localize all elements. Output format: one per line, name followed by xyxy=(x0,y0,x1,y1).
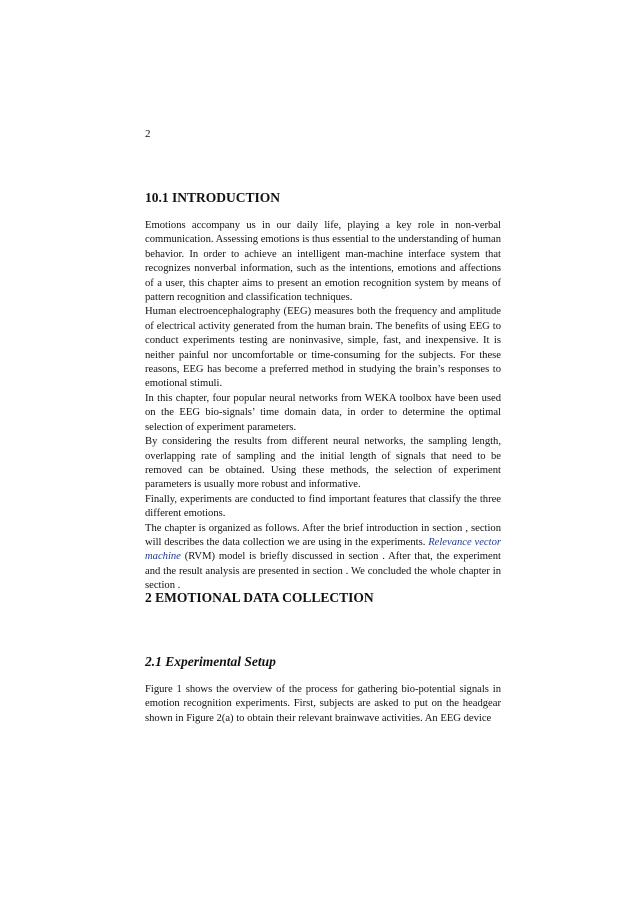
paragraph xyxy=(145,522,501,594)
paragraph: Finally, experiments are conducted to find important features that classify the three different emotions. xyxy=(145,493,501,520)
subsection-heading-experimental-setup: 2.1 Experimental Setup xyxy=(145,654,276,669)
section-heading-data-collection: 2 EMOTIONAL DATA COLLECTION xyxy=(145,590,374,605)
page-number: 2 xyxy=(145,128,151,140)
paragraph: Figure 1 shows the overview of the process for gathering bio-potential signals in emotion recognition experiments. First, subjects are asked to put on the headgear shown in Figure 2(a) to obtain their relevant brainwave activities. An EEG device xyxy=(145,684,501,724)
paragraph: Human electroencephalography (EEG) measures both the frequency and amplitude of electrical activity generated from the human brain. The benefits of using EEG to conduct experiments testing are noninvasive, simple, fast, and inexpensive. It is neither painful nor uncomfortable or time-consuming for the subjects. For these reasons, EEG has become a preferred method in studying the brain’s responses to emotional stimuli. xyxy=(145,306,501,390)
paragraph-text: The chapter is organized as follows. After the brief introduction in section , section will describes the data collection we are using in the experiments. xyxy=(145,522,501,548)
paragraph: By considering the results from different neural networks, the sampling length, overlapping rate of sampling and the initial length of signals that need to be removed can be obtained. Using these methods, the selection of experiment parameters is usually more robust and informative. xyxy=(145,436,501,491)
paragraph-text: (RVM) model is briefly discussed in section . After that, the experiment and the result analysis are presented in section . We concluded the whole chapter in section . xyxy=(145,551,501,592)
introduction-body xyxy=(145,219,501,594)
emphasized-term: Relevance vector machine xyxy=(145,536,502,563)
paragraph: Emotions accompany us in our daily life, playing a key role in non-verbal communication. Assessing emotions is thus essential to the understanding of human behavior. In order to achieve an intelligent man-machine interface system that recognizes nonverbal information, such as the intentions, emotions and affections of a user, this chapter aims to present an emotion recognition system by means of pattern recognition and classification techniques. xyxy=(145,220,501,304)
experimental-setup-body xyxy=(145,683,501,726)
section-heading-introduction: 10.1 INTRODUCTION xyxy=(145,190,281,205)
paragraph: In this chapter, four popular neural networks from WEKA toolbox have been used on the EEG bio-signals’ time domain data, in order to determine the optimal selection of experiment parameters. xyxy=(145,392,501,433)
